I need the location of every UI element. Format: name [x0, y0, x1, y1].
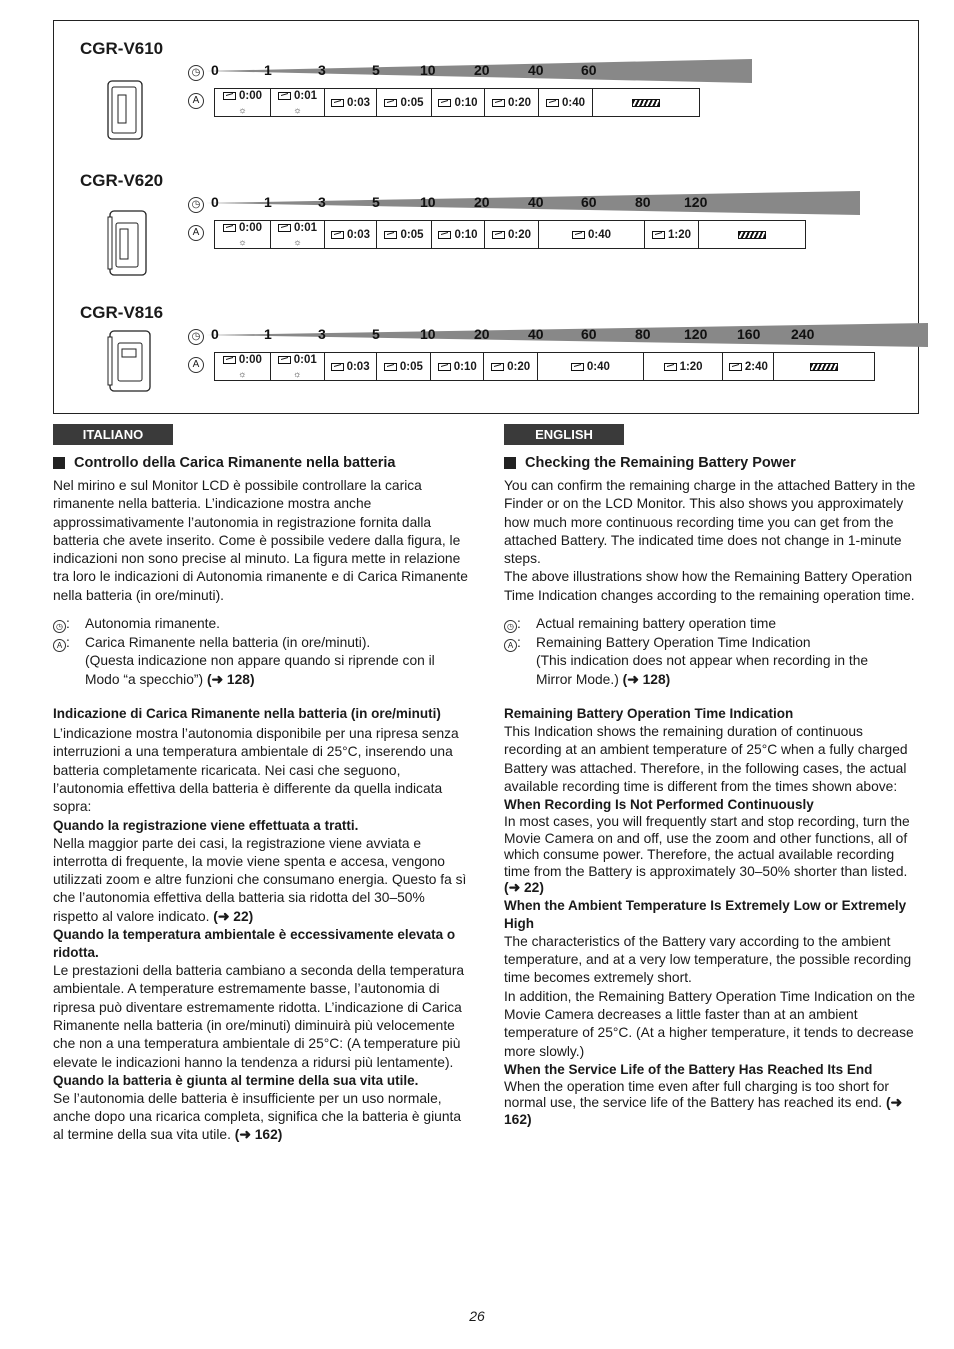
subheading: Indicazione di Carica Rimanente nella batteria (in ore/minuti) [53, 706, 441, 722]
model-title: CGR-V620 [80, 171, 164, 190]
scale-label: 0 [211, 326, 219, 342]
indicator-cell: 0:03 [325, 89, 377, 116]
clock-icon: ◷ [504, 620, 517, 633]
scale-label: 20 [474, 62, 490, 78]
indicator-cell: 2:40 [723, 353, 774, 380]
indicator-cell: 0:01 ☼ [271, 89, 325, 116]
indicator-cell: 0:10 [432, 221, 485, 248]
scale-label: 1 [264, 194, 272, 210]
scale-label: 120 [684, 326, 708, 342]
scale-label: 80 [635, 326, 651, 342]
a-label-icon: A [188, 93, 204, 109]
legend: ◷ : Actual remaining battery operation time A : Remaining Battery Operation Time Indication (This indication does not appear when recording in the Mirror Mode.) (➜ 128) [504, 615, 919, 689]
indicator-cell: 0:05 [377, 89, 432, 116]
paragraph: In most cases, you will frequently start and stop recording, turn the Movie Camera on and off, use the zoom and other functions, all of which consume power. Therefore, the actual available recording time from the Battery is approximately 30–50% shorter than listed. (➜ 22) [504, 814, 910, 896]
scale-label: 40 [528, 194, 544, 210]
clock-icon: ◷ [53, 620, 66, 633]
full-battery-cell [593, 89, 699, 116]
scale-label: 3 [318, 326, 326, 342]
indicator-cell: 0:10 [431, 353, 484, 380]
paragraph: Se l’autonomia delle batteria è insufficiente per un uso normale, anche dopo una ricarica completa, significa che la batteria è giunta al termine della sua vita utile. (➜ 162) [53, 1090, 462, 1143]
battery-illustration [106, 327, 156, 395]
paragraph: When the operation time even after full charging is too short for normal use, the service life of the Battery has reached its end. (➜ 162) [504, 1078, 903, 1127]
a-label-icon: A [188, 357, 204, 373]
indicator-table [214, 88, 700, 117]
indicator-cell: 0:00 ☼ [215, 353, 271, 380]
model-title: CGR-V816 [80, 303, 164, 322]
paragraph: L’indicazione mostra l’autonomia disponibile per una ripresa senza interruzioni a una temperatura ambientale di 25°C, inserendo una batteria completamente ricaricata. Nei casi che seguono, l’autonomia effettiva della batteria è differente da quella indicata sopra: [53, 726, 459, 815]
indicator-cell: 0:20 [485, 89, 539, 116]
scale-label: 40 [528, 326, 544, 342]
indicator-cell: 1:20 [645, 221, 699, 248]
scale-label: 1 [264, 62, 272, 78]
full-battery-icon [632, 99, 660, 107]
subheading: When Recording Is Not Performed Continuously [504, 797, 814, 813]
indicator-cell: 0:01 ☼ [271, 221, 325, 248]
clock-icon: ◷ [188, 329, 204, 345]
indicator-cell: 0:40 [538, 353, 644, 380]
indicator-table [214, 220, 806, 249]
scale-label: 160 [737, 326, 761, 342]
subheading: When the Ambient Temperature Is Extremely Low or Extremely High [504, 897, 907, 931]
scale-label: 0 [211, 62, 219, 78]
intro-paragraph: Nel mirino e sul Monitor LCD è possibile controllare la carica rimanente nella batteria. L’indicazione mostra anche approssimativamente l’autonomia in registrazione fornita dalla batteria che avete inserito. Come è possibile vedere dalla figura, le indicazioni non sono precise al minuto. La figura mette in relazione tra loro le indicazioni di Autonomia rimanente e di Carica Rimanente nella batteria (in ore/minuti). [53, 478, 468, 603]
a-label-icon: A [53, 639, 66, 652]
subheading: Quando la registrazione viene effettuata a tratti. [53, 817, 359, 833]
scale-label: 3 [318, 194, 326, 210]
scale-label: 5 [372, 194, 380, 210]
full-battery-icon [810, 363, 838, 371]
page-number: 26 [469, 1308, 485, 1324]
a-label-icon: A [504, 639, 517, 652]
scale-label: 40 [528, 62, 544, 78]
scale-label: 5 [372, 326, 380, 342]
indicator-cell: 0:00 ☼ [215, 89, 271, 116]
intro-paragraph: You can confirm the remaining charge in the attached Battery in the Finder or on the LCD Monitor. This also shows you approximately how much more continuous recording time you can get from the attached Battery. The indicated time does not change in 1-minute steps. [504, 478, 916, 567]
scale-wedge [206, 323, 930, 347]
indicator-cell: 0:01 ☼ [271, 353, 325, 380]
indicator-cell: 0:00 ☼ [215, 221, 271, 248]
scale-label: 240 [791, 326, 815, 342]
italiano-column [53, 424, 468, 1145]
battery-illustration [106, 79, 146, 141]
scale-label: 10 [420, 62, 436, 78]
scale-label: 60 [581, 194, 597, 210]
indicator-cell: 0:40 [539, 221, 645, 248]
scale-label: 60 [581, 62, 597, 78]
subheading: Remaining Battery Operation Time Indication [504, 706, 794, 722]
indicator-cell: 0:10 [432, 89, 485, 116]
indicator-cell: 0:20 [485, 221, 539, 248]
model-title: CGR-V610 [80, 39, 164, 58]
paragraph: Nella maggior parte dei casi, la registrazione viene avviata e interrotta di frequente, la movie viene spenta e accesa, vengono utilizzati zoom e altre funzioni che consumano energia. Questo fa sì che l’autonomia effettiva della batteria sia ridotta del 30–50% rispetto al valore indicato. (➜ 22) [53, 835, 467, 924]
indicator-cell: 0:05 [377, 221, 432, 248]
scale-label: 1 [264, 326, 272, 342]
legend: ◷ : Autonomia rimanente. A : Carica Rimanente nella batteria (in ore/minuti). (Questa indicazione non appare quando si riprende con il Modo “a specchio”) (➜ 128) [53, 615, 468, 689]
scale-label: 80 [635, 194, 651, 210]
clock-icon: ◷ [188, 65, 204, 81]
indicator-cell: 0:40 [539, 89, 593, 116]
paragraph: In addition, the Remaining Battery Operation Time Indication on the Movie Camera decreases a little faster than at an ambient temperature of 25°C. (At a higher temperature, it tends to decrease more slowly.) [504, 988, 916, 1059]
battery-figure [53, 20, 919, 414]
indicator-table [214, 352, 875, 381]
paragraph: This Indication shows the remaining duration of continuous recording at an ambient temperature of 25°C when a fully charged Battery was attached. Therefore, in the following cases, the actual available recording time is different from the times shown above: [504, 724, 908, 794]
section-heading: Controllo della Carica Rimanente nella batteria [53, 455, 468, 471]
scale-label: 0 [211, 194, 219, 210]
scale-label: 3 [318, 62, 326, 78]
battery-illustration [106, 209, 152, 279]
indicator-cell: 0:20 [484, 353, 538, 380]
full-battery-cell [699, 221, 805, 248]
language-tag: ITALIANO [53, 424, 173, 445]
indicator-cell: 0:03 [325, 221, 377, 248]
scale-label: 20 [474, 326, 490, 342]
indicator-cell: 0:03 [325, 353, 377, 380]
scale-label: 60 [581, 326, 597, 342]
scale-label: 10 [420, 326, 436, 342]
paragraph: Le prestazioni della batteria cambiano a seconda della temperatura ambientale. A temperature estremamente basse, l’autonomia di ripresa può diventare estremamente ridotta. L’indicazione di Carica Rimanente nella batteria (in ore/minuti) diminuirà più velocemente che non a una temperatura ambientale di 25°C: (A temperature più elevate le indicazioni hanno la tendenza a ridursi più lentamente). [53, 963, 465, 1070]
full-battery-icon [738, 231, 766, 239]
english-column [504, 424, 919, 1128]
subheading: When the Service Life of the Battery Has Reached Its End [504, 1061, 873, 1077]
indicator-cell: 1:20 [644, 353, 724, 380]
language-tag: ENGLISH [504, 424, 624, 445]
full-battery-cell [774, 353, 874, 380]
a-label-icon: A [188, 225, 204, 241]
intro-paragraph: The above illustrations show how the Remaining Battery Operation Time Indication changes according to the remaining operation time. [504, 569, 915, 603]
scale-label: 5 [372, 62, 380, 78]
clock-icon: ◷ [188, 197, 204, 213]
paragraph: The characteristics of the Battery vary according to the ambient temperature, and at a very low temperature, the possible recording time becomes extremely short. [504, 933, 912, 986]
scale-label: 20 [474, 194, 490, 210]
indicator-cell: 0:05 [377, 353, 432, 380]
scale-label: 120 [684, 194, 708, 210]
section-heading: Checking the Remaining Battery Power [504, 455, 919, 471]
scale-label: 10 [420, 194, 436, 210]
subheading: Quando la temperatura ambientale è eccessivamente elevata o ridotta. [53, 927, 456, 961]
subheading: Quando la batteria è giunta al termine della sua vita utile. [53, 1072, 419, 1088]
